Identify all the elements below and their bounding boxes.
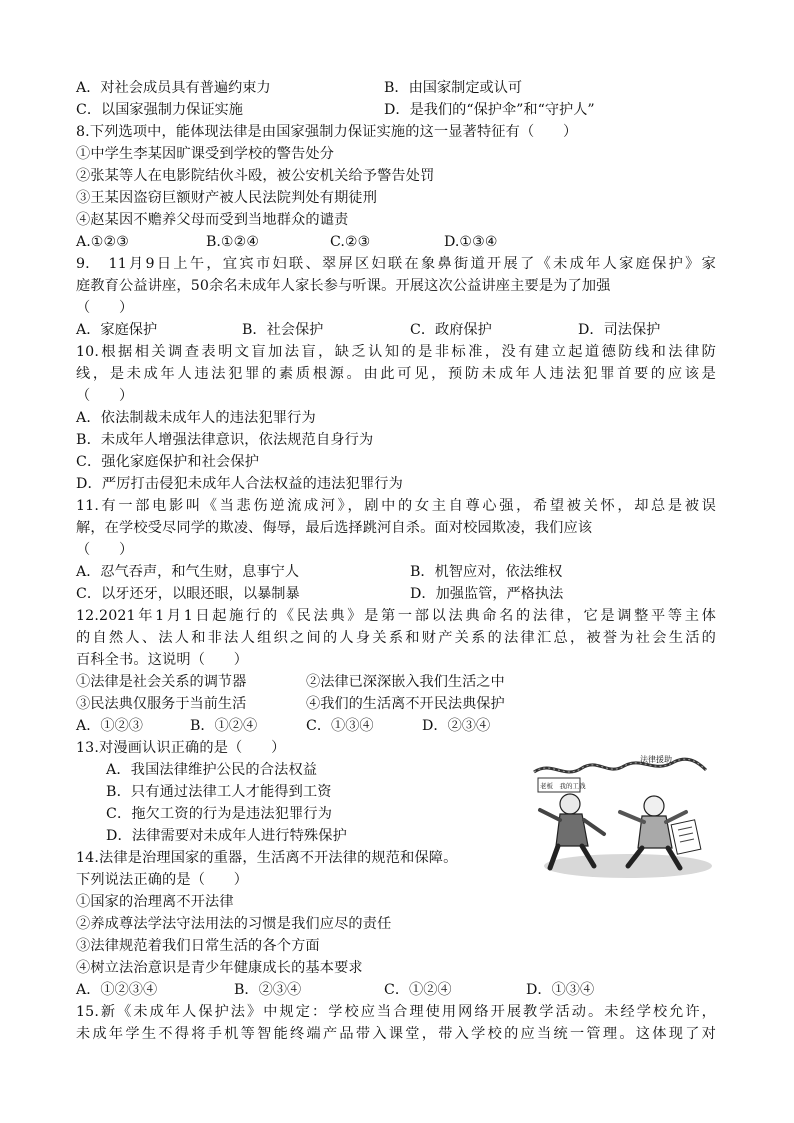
q8-statement-4: ④赵某因不赡养父母而受到当地群众的谴责 xyxy=(76,212,349,228)
q10-option-a: A．依法制裁未成年人的违法犯罪行为 xyxy=(76,410,316,426)
q12-stem-line-2: 的自然人、法人和非法人组织之间的人身关系和财产关系的法律汇总，被誉为社会生活的 xyxy=(76,630,716,646)
q14-option-a: A．①②③④ xyxy=(76,982,158,998)
q13-stem: 13.对漫画认识正确的是（ ） xyxy=(76,740,286,756)
q14-stem-line-2: 下列说法正确的是（ ） xyxy=(76,872,249,888)
q11-option-a: A．忍气吞声，和气生财，息事宁人 xyxy=(76,564,300,580)
q10-option-d: D．严厉打击侵犯未成年人合法权益的违法犯罪行为 xyxy=(76,476,403,492)
q14-statement-4: ④树立法治意识是青少年健康成长的基本要求 xyxy=(76,960,363,976)
q14-stem-line-1: 14.法律是治理国家的重器，生活离不开法律的规范和保障。 xyxy=(76,850,458,866)
q9-option-d: D．司法保护 xyxy=(578,322,661,338)
q12-option-d: D．②③④ xyxy=(422,718,491,734)
q12-stem-line-1: 12.2021年1月1日起施行的《民法典》是第一部以法典命名的法律，它是调整平等主体 xyxy=(76,608,716,624)
legal-aid-cartoon xyxy=(524,750,714,882)
q10-stem-line-1: 10.根据相关调查表明文盲加法盲，缺乏认知的是非标准，没有建立起道德防线和法律防 xyxy=(76,344,716,360)
q8-option-b: B.①②④ xyxy=(206,234,260,250)
q10-option-c: C．强化家庭保护和社会保护 xyxy=(76,454,260,470)
q11-option-c: C．以牙还牙，以眼还眼，以暴制暴 xyxy=(76,586,300,602)
q11-option-d: D．加强监管，严格执法 xyxy=(410,586,564,602)
q12-statement-2: ②法律已深深嵌入我们生活之中 xyxy=(306,674,505,690)
q14-option-b: B．②③④ xyxy=(234,982,302,998)
rope-label: 法律援助 xyxy=(640,755,672,764)
q7-option-d: D．是我们的“保护伞”和“守护人” xyxy=(384,102,595,118)
q12-option-a: A．①②③ xyxy=(76,718,143,734)
q11-option-b: B．机智应对，依法维权 xyxy=(410,564,563,580)
q13-option-a: A．我国法律维护公民的合法权益 xyxy=(106,762,318,778)
q8-statement-1: ①中学生李某因旷课受到学校的警告处分 xyxy=(76,146,335,162)
q13-option-b: B．只有通过法律工人才能得到工资 xyxy=(106,784,332,800)
q14-option-c: C．①②④ xyxy=(384,982,452,998)
q12-statement-3: ③民法典仅服务于当前生活 xyxy=(76,696,247,712)
q12-statement-4: ④我们的生活离不开民法典保护 xyxy=(306,696,505,712)
q8-stem: 8.下列选项中，能体现法律是由国家强制力保证实施的这一显著特征有（ ） xyxy=(76,124,578,140)
q8-statement-2: ②张某等人在电影院结伙斗殴，被公安机关给予警告处罚 xyxy=(76,168,435,184)
q7-option-b: B．由国家制定或认可 xyxy=(384,80,523,96)
q15-stem-line-1: 15.新《未成年人保护法》中规定：学校应当合理使用网络开展教学活动。未经学校允许， xyxy=(76,1004,716,1020)
wage-sign-text: 老板 我的工钱 xyxy=(540,782,586,790)
q14-option-d: D．①③④ xyxy=(526,982,595,998)
q7-option-a: A．对社会成员具有普遍约束力 xyxy=(76,80,271,96)
q9-option-c: C．政府保护 xyxy=(410,322,492,338)
q14-statement-1: ①国家的治理离不开法律 xyxy=(76,894,234,910)
q14-statement-2: ②养成尊法学法守法用法的习惯是我们应尽的责任 xyxy=(76,916,392,932)
q8-statement-3: ③王某因盗窃巨额财产被人民法院判处有期徒刑 xyxy=(76,190,378,206)
q9-stem-line-2: 庭教育公益讲座，50余名未成年人家长参与听课。开展这次公益讲座主要是为了加强 xyxy=(76,278,611,294)
q11-answer-blank: （ ） xyxy=(76,542,134,558)
q9-option-a: A．家庭保护 xyxy=(76,322,158,338)
q10-answer-blank: （ ） xyxy=(76,388,134,404)
q8-option-c: C.②③ xyxy=(330,234,371,250)
q13-option-c: C．拖欠工资的行为是违法犯罪行为 xyxy=(106,806,333,822)
q13-option-d: D．法律需要对未成年人进行特殊保护 xyxy=(106,828,347,844)
q11-stem-line-1: 11.有一部电影叫《当悲伤逆流成河》，剧中的女主自尊心强，希望被关怀，却总是被误 xyxy=(76,498,716,514)
q12-option-b: B．①②④ xyxy=(190,718,258,734)
q11-stem-line-2: 解，在学校受尽同学的欺凌、侮辱，最后选择跳河自杀。面对校园欺凌，我们应该 xyxy=(76,520,593,536)
q10-option-b: B．未成年人增强法律意识，依法规范自身行为 xyxy=(76,432,374,448)
q12-option-c: C．①③④ xyxy=(306,718,374,734)
q7-option-c: C．以国家强制力保证实施 xyxy=(76,102,243,118)
q9-stem-line-1: 9. 11月9日上午，宜宾市妇联、翠屏区妇联在象鼻街道开展了《未成年人家庭保护》家 xyxy=(76,256,716,272)
q8-option-a: A.①②③ xyxy=(76,234,129,250)
q9-answer-blank: （ ） xyxy=(76,300,134,316)
q8-option-d: D.①③④ xyxy=(444,234,498,250)
q10-stem-line-2: 线，是未成年人违法犯罪的素质根源。由此可见，预防未成年人违法犯罪首要的应该是 xyxy=(76,366,716,382)
q14-statement-3: ③法律规范着我们日常生活的各个方面 xyxy=(76,938,320,954)
q9-option-b: B．社会保护 xyxy=(242,322,324,338)
q12-statement-1: ①法律是社会关系的调节器 xyxy=(76,674,247,690)
q12-stem-line-3: 百科全书。这说明（ ） xyxy=(76,652,249,668)
q15-stem-line-2: 未成年学生不得将手机等智能终端产品带入课堂，带入学校的应当统一管理。这体现了对 xyxy=(76,1026,716,1042)
